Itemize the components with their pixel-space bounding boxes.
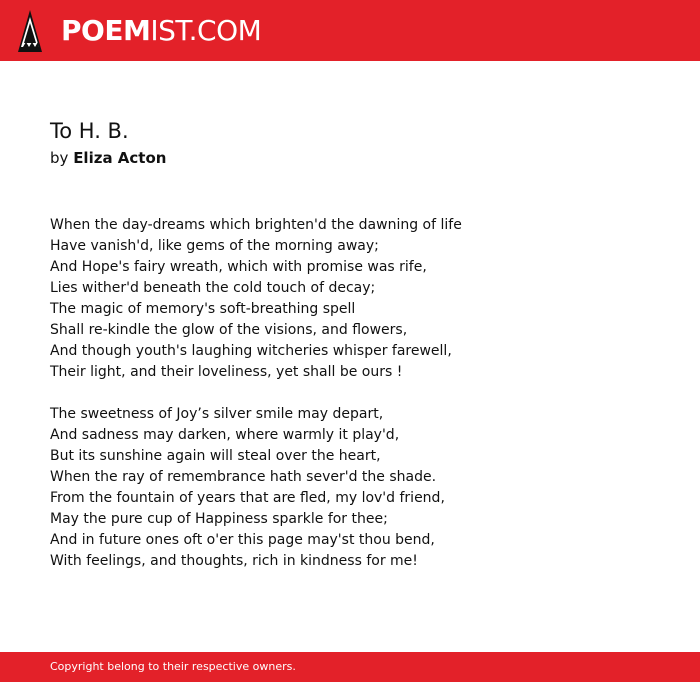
site-header xyxy=(0,0,700,61)
poem-byline xyxy=(50,147,660,169)
copyright-text: Copyright belong to their respective owners. xyxy=(50,660,296,673)
poem-author: Eliza Acton xyxy=(73,149,167,167)
site-logo-text xyxy=(61,14,262,47)
poem-line: But its sunshine again will steal over the heart, xyxy=(50,448,381,464)
poem-line: From the fountain of years that are fled, my lov'd friend, xyxy=(50,490,445,506)
poem-content xyxy=(50,115,660,593)
poem-body xyxy=(50,215,660,572)
pencil-tip-icon xyxy=(17,9,43,53)
poem-line: When the day-dreams which brighten'd the dawning of life xyxy=(50,217,462,233)
poem-stanza xyxy=(50,215,660,383)
poem-title: To H. B. xyxy=(50,119,129,143)
poem-line: The magic of memory's soft-breathing spell xyxy=(50,301,356,317)
site-logo-link[interactable] xyxy=(17,8,261,54)
poem-line: Lies wither'd beneath the cold touch of decay; xyxy=(50,280,376,296)
site-footer xyxy=(0,652,700,682)
poem-line: Have vanish'd, like gems of the morning away; xyxy=(50,238,379,254)
byline-prefix: by xyxy=(50,149,69,167)
poem-line: And though youth's laughing witcheries whisper farewell, xyxy=(50,343,452,359)
poem-line: When the ray of remembrance hath sever'd the shade. xyxy=(50,469,437,485)
poem-line: And in future ones oft o'er this page may'st thou bend, xyxy=(50,532,435,548)
poem-line: The sweetness of Joy’s silver smile may depart, xyxy=(50,406,384,422)
poem-stanza xyxy=(50,404,660,572)
logo-bold-text: POEM xyxy=(61,14,151,47)
poem-line: With feelings, and thoughts, rich in kindness for me! xyxy=(50,553,418,569)
poem-line: Their light, and their loveliness, yet shall be ours ! xyxy=(50,364,403,380)
logo-light-text: IST.COM xyxy=(150,14,262,47)
poem-line: And Hope's fairy wreath, which with promise was rife, xyxy=(50,259,427,275)
poem-line: May the pure cup of Happiness sparkle for thee; xyxy=(50,511,388,527)
poem-line: Shall re-kindle the glow of the visions, and flowers, xyxy=(50,322,408,338)
poem-line: And sadness may darken, where warmly it play'd, xyxy=(50,427,400,443)
